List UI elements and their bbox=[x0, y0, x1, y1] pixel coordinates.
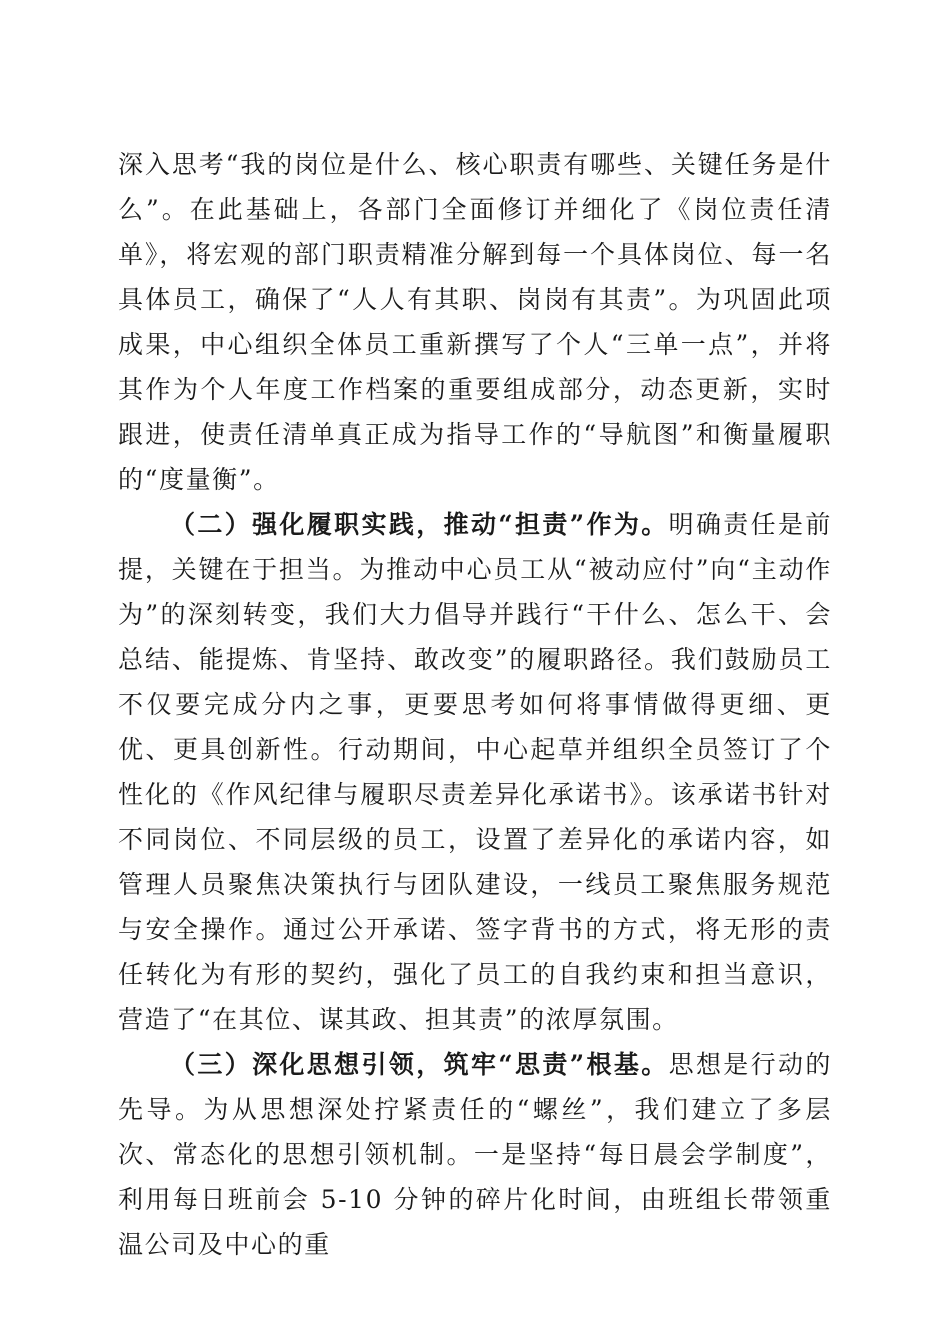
paragraph-continued bbox=[118, 142, 832, 502]
paragraph-section-2 bbox=[118, 502, 832, 1042]
section-2-heading: （二）强化履职实践，推动“担责”作为。 bbox=[170, 510, 669, 539]
section-2-text: 明确责任是前提，关键在于担当。为推动中心员工从“被动应付”向“主动作为”的深刻转变，我们大力倡导并践行“干什么、怎么干、会总结、能提炼、肯坚持、敢改变”的履职路径。我们鼓励员工不仅要完成分内之事，更要思考如何将事情做得更细、更优、更具创新性。行动期间，中心起草并组织全员签订了个性化的《作风纪律与履职尽责差异化承诺书》。该承诺书针对不同岗位、不同层级的员工，设置了差异化的承诺内容，如管理人员聚焦决策执行与团队建设，一线员工聚焦服务规范与安全操作。通过公开承诺、签字背书的方式，将无形的责任转化为有形的契约，强化了员工的自我约束和担当意识，营造了“在其位、谋其政、担其责”的浓厚氛围。 bbox=[118, 510, 832, 1034]
section-3-text: 思想是行动的先导。为从思想深处拧紧责任的“螺丝”，我们建立了多层次、常态化的思想引领机制。一是坚持“每日晨会学制度”，利用每日班前会 5-10 分钟的碎片化时间，由班组长带领重温公司及中心的重 bbox=[118, 1050, 832, 1259]
document-body bbox=[118, 142, 832, 1267]
section-3-heading: （三）深化思想引领，筑牢“思责”根基。 bbox=[170, 1050, 669, 1079]
paragraph-1-text: 深入思考“我的岗位是什么、核心职责有哪些、关键任务是什么”。在此基础上，各部门全面修订并细化了《岗位责任清单》，将宏观的部门职责精准分解到每一个具体岗位、每一名具体员工，确保了“人人有其职、岗岗有其责”。为巩固此项成果，中心组织全体员工重新撰写了个人“三单一点”，并将其作为个人年度工作档案的重要组成部分，动态更新，实时跟进，使责任清单真正成为指导工作的“导航图”和衡量履职的“度量衡”。 bbox=[118, 150, 832, 494]
paragraph-section-3 bbox=[118, 1042, 832, 1267]
